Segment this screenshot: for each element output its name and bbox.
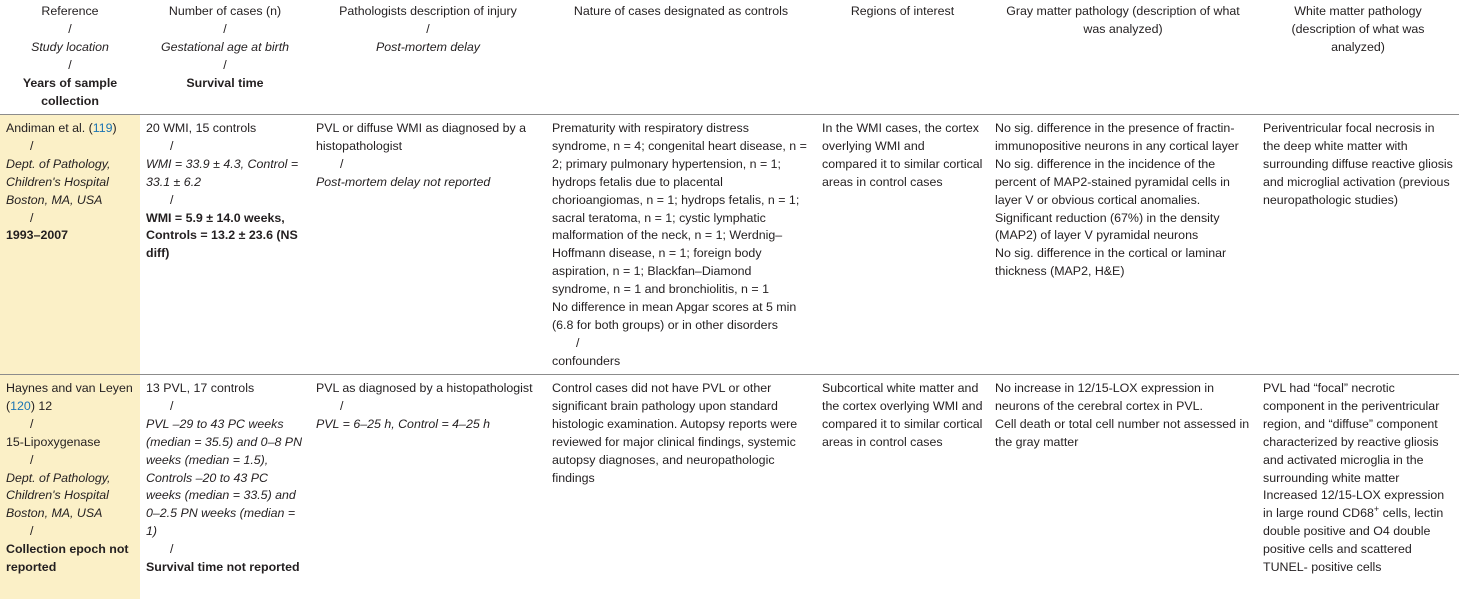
white-finding: PVL had “focal” necrotic component in the periventricular region, and “diffuse” component characterized by reactive gliosis and activated microglia in the surrounding white matter — [1263, 381, 1440, 485]
header-regions: Regions of interest — [850, 4, 955, 18]
gray-matter-cell — [989, 375, 1257, 599]
header-separator: / — [426, 21, 430, 36]
table-row — [0, 115, 1459, 375]
collection-years: Collection epoch not reported — [6, 542, 129, 575]
injury-description: PVL as diagnosed by a histopathologist — [316, 381, 533, 395]
survival-time: WMI = 5.9 ± 14.0 weeks, Controls = 13.2 ± 23.6 (NS diff) — [146, 210, 298, 261]
separator: / — [30, 138, 34, 153]
gray-matter-cell — [989, 115, 1257, 375]
cases-cell — [140, 115, 310, 375]
gray-finding: No sig. difference in the incidence of the percent of MAP2-stained pyramidal cells in layer V or obvious cortical anomalies. — [995, 156, 1230, 207]
post-mortem-delay: PVL = 6–25 h, Control = 4–25 h — [316, 416, 491, 431]
gray-finding: Significant reduction (67%) in the density (MAP2) of layer V pyramidal neurons — [995, 210, 1220, 243]
superscript-plus: + — [1373, 504, 1380, 515]
header-controls: Nature of cases designated as controls — [573, 4, 789, 18]
header-years-of-collection: Years of sample collection — [22, 75, 118, 108]
header-number-of-cases: Number of cases (n) — [168, 4, 282, 18]
reference-cell — [0, 115, 140, 375]
study-location: Dept. of Pathology, Children's Hospital Boston, MA, USA — [6, 156, 111, 207]
injury-description: PVL or diffuse WMI as diagnosed by a histopathologist — [316, 121, 527, 153]
regions-cell: Subcortical white matter and the cortex overlying WMI and compared it to similar cortical areas in control cases — [822, 381, 983, 449]
gestational-age: PVL –29 to 43 PC weeks (median = 35.5) and 0–8 PN weeks (median = 1.5), Controls –20 to 43 PC weeks (median = 33.5) and 0–2.5 PN weeks (median = 1) — [146, 416, 303, 539]
header-separator: / — [223, 21, 227, 36]
header-gestational-age: Gestational age at birth — [160, 39, 290, 54]
header-gray-matter: Gray matter pathology (description of what was analyzed) — [1006, 4, 1240, 36]
number-of-cases: 20 WMI, 15 controls — [146, 121, 257, 135]
gray-finding: No increase in 12/15-LOX expression in neurons of the cerebral cortex in PVL. — [995, 381, 1215, 413]
separator: / — [30, 210, 34, 225]
survival-time: Survival time not reported — [146, 560, 300, 575]
citation-link[interactable]: 119 — [92, 121, 113, 135]
controls-cell — [546, 115, 816, 375]
header-separator: / — [68, 57, 72, 72]
header-survival-time: Survival time — [186, 75, 264, 90]
number-of-cases: 13 PVL, 17 controls — [146, 381, 255, 395]
controls-tail: confounders — [552, 353, 621, 368]
reference-authors: Haynes and van Leyen (120) 12 — [6, 381, 133, 413]
separator: / — [576, 335, 580, 350]
controls-note: No difference in mean Apgar scores at 5 min (6.8 for both groups) or in other disorders — [552, 300, 797, 332]
white-matter-cell: Periventricular focal necrosis in the deep white matter with surrounding diffuse reactive gliosis and microglial activation (previous neuropathologic studies) — [1263, 121, 1453, 207]
header-cases — [140, 0, 310, 115]
separator: / — [340, 398, 344, 413]
header-post-mortem-delay: Post-mortem delay — [376, 39, 480, 54]
pathologists-cell — [310, 115, 546, 375]
separator: / — [170, 192, 174, 207]
header-separator: / — [223, 57, 227, 72]
reference-title: 15-Lipoxygenase — [6, 434, 101, 449]
study-location: Dept. of Pathology, Children's Hospital Boston, MA, USA — [6, 470, 111, 521]
collection-years: 1993–2007 — [6, 228, 69, 243]
separator: / — [340, 156, 344, 171]
controls-description: Prematurity with respiratory distress syndrome, n = 4; congenital heart disease, n = 2; primary pulmonary hypertension, n = 1; hydrops fetalis due to placental chorioangiomas, n = 1; hydrops fetalis, n = 1; sacral teratoma, n = 1; cystic lymphatic malformation of the neck, n = 1; Werdnig–Hoffmann disease, n = 1; foreign body aspiration, n = 1; Blackfan–Diamond syndrome, n = 1 and bronchiolitis, n = 1 — [552, 121, 807, 297]
header-pathologists-description: Pathologists description of injury — [339, 4, 517, 18]
white-matter-cell — [1257, 375, 1459, 599]
cases-cell — [140, 375, 310, 599]
separator: / — [170, 398, 174, 413]
separator: / — [170, 138, 174, 153]
post-mortem-delay: Post-mortem delay not reported — [316, 174, 491, 189]
table-header — [0, 0, 1459, 115]
table-row — [0, 375, 1459, 599]
header-pathologists — [310, 0, 546, 115]
reference-cell — [0, 375, 140, 599]
gestational-age: WMI = 33.9 ± 4.3, Control = 33.1 ± 6.2 — [146, 156, 299, 189]
separator: / — [30, 416, 34, 431]
controls-cell: Control cases did not have PVL or other significant brain pathology upon standard histologic examination. Autopsy reports were reviewed for major clinical findings, systemic autopsy diagnoses, and neuropathologic findings — [552, 381, 798, 485]
regions-cell: In the WMI cases, the cortex overlying WMI and compared it to similar cortical areas in control cases — [822, 121, 983, 189]
pathologists-cell — [310, 375, 546, 599]
header-separator: / — [68, 21, 72, 36]
separator: / — [30, 452, 34, 467]
header-reference-label: Reference — [41, 4, 99, 18]
gray-finding: No sig. difference in the presence of fractin-immunopositive neurons in any cortical layer — [995, 121, 1239, 153]
gray-finding: No sig. difference in the cortical or laminar thickness (MAP2, H&E) — [995, 246, 1227, 279]
reference-authors: Andiman et al. (119) — [6, 121, 117, 135]
separator: / — [170, 542, 174, 557]
gray-finding: Cell death or total cell number not assessed in the gray matter — [995, 416, 1250, 449]
citation-link[interactable]: 120 — [10, 398, 31, 413]
white-finding: Increased 12/15-LOX expression in large round CD68+ cells, lectin double positive and O4 double positive cells and scattered TUNEL- positive cells — [1263, 488, 1445, 575]
header-study-location: Study location — [31, 39, 109, 54]
header-reference — [0, 0, 140, 115]
header-white-matter: White matter pathology (description of what was analyzed) — [1291, 4, 1425, 54]
separator: / — [30, 524, 34, 539]
